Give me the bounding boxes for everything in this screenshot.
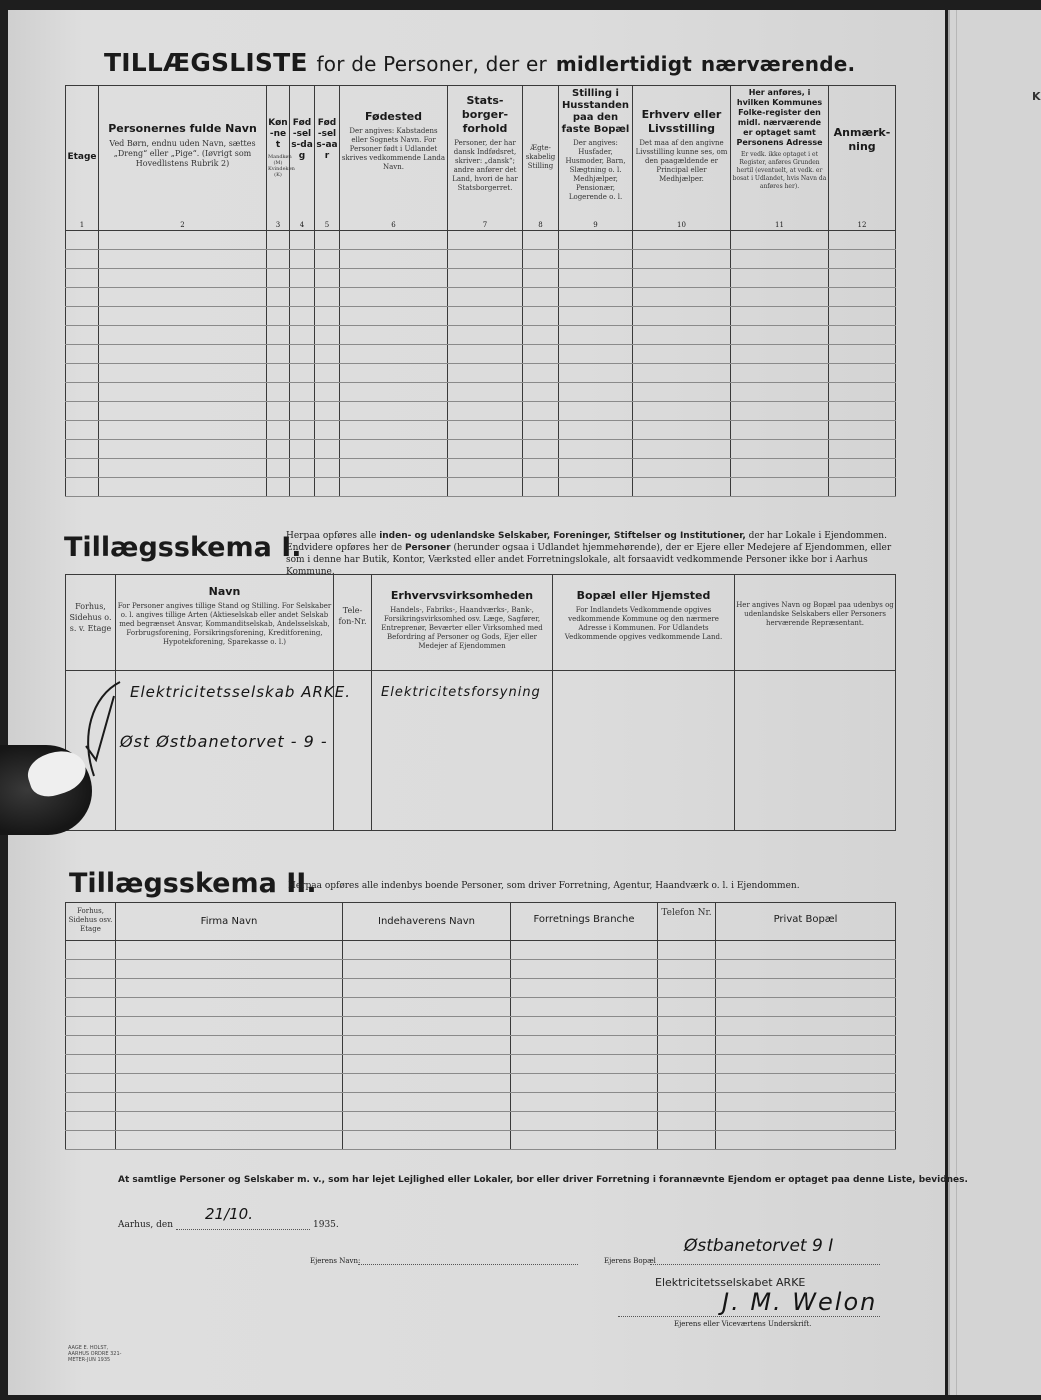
col-citizenship: Stats-borger-forhold Personer, der har dansk Indfødsret, skriver: „dansk“; andre anfører det Land, hvori de har Statsborgerret. 7 xyxy=(448,86,523,231)
col-birthplace: Fødested Der angives: Kabstadens eller Sognets Navn. For Personer født i Udlandet skrives vedkommende Landa Navn. 6 xyxy=(340,86,448,231)
table-row xyxy=(66,421,896,440)
s1-col-business: Erhvervsvirksomheden Handels-, Fabriks-, Haandværks-, Bank-, Forsikringsvirksomhed osv. Læge, Sagfører, Entreprenør, Beværter eller Virksomhed med Befordring af Personer og Gods, Ejer eller Medejer af Ejendommen xyxy=(372,575,553,671)
table-row xyxy=(66,269,896,288)
col-registry: Her anføres, i hvilken Kommunes Folke-register den midl. nærværende er optaget samt Personens Adresse Er vedk. ikke optaget i et Register, anføres Grunden hertil (eventuelt, at vedk. er bosat i Udlandet, hvis Navn da anføres her). 11 xyxy=(731,86,829,231)
table-row xyxy=(66,440,896,459)
table-row xyxy=(66,345,896,364)
owner-name-line xyxy=(358,1264,578,1265)
owner-address-line xyxy=(650,1264,880,1265)
col-etage: Etage 1 xyxy=(66,86,99,231)
table-row xyxy=(66,979,896,998)
table-row xyxy=(66,1093,896,1112)
title-end: nærværende. xyxy=(700,52,856,76)
table-row xyxy=(66,941,896,960)
col-name: Personernes fulde Navn Ved Børn, endnu uden Navn, sættes „Dreng“ eller „Pige“. (Iøvrigt som Hovedlistens Rubrik 2) 2 xyxy=(99,86,267,231)
s1-col-floor: Forhus, Sidehus o. s. v. Etage xyxy=(66,575,116,671)
skema1-description: Herpaa opføres alle inden- og udenlandske Selskaber, Foreninger, Stiftelser og Institutioner, der har Lokale i Ejendommen. Endvidere opføres her de Personer (herunder ogsaa i Udlandet hjemmehørende), der er Ejere eller Medejere af Ejendommen, eller som i denne har Butik, Kontor, Værksted eller andet Forretningslokale, alt forsaavidt vedkommende Personer ikke bor i Aarhus Kommune. xyxy=(286,531,892,577)
main-table-body xyxy=(66,231,896,497)
adjacent-page-letter: K xyxy=(1032,90,1041,103)
s2-col-owner: Indehaverens Navn xyxy=(343,903,511,941)
skema2-title: Tillægsskema II. xyxy=(69,868,317,899)
table-row xyxy=(66,1131,896,1150)
table-row xyxy=(66,1017,896,1036)
s1-col-residence: Bopæl eller Hjemsted For Indlandets Vedkommende opgives vedkommende Kommune og den nærmere Adresse i Kommunen. For Udlandets Vedkommende opgives vedkommende Land. xyxy=(553,575,735,671)
table-row xyxy=(66,231,896,250)
main-register-table xyxy=(65,85,896,497)
table-row xyxy=(66,960,896,979)
table-row xyxy=(66,364,896,383)
entry-name-line1: Elektricitetsselskab ARKE. xyxy=(130,683,351,701)
s2-col-private: Privat Bopæl xyxy=(716,903,896,941)
entry-name-line2: Øst Østbanetorvet - 9 - xyxy=(120,732,328,751)
skema1-table xyxy=(65,574,896,831)
signature-handwritten: J. M. Welon xyxy=(722,1288,878,1316)
skema1-title: Tillægsskema I. xyxy=(64,532,302,563)
table-row xyxy=(66,1036,896,1055)
owner-name-label: Ejerens Navn: xyxy=(310,1257,361,1265)
printer-note: AAGE E. HOLST, AARHUS ORDRE 321-METER-JUN 1935 xyxy=(68,1345,122,1363)
col-household: Stilling i Husstanden paa den faste Bopæl Der angives: Husfader, Husmoder, Barn, Slægtning o. l. Medhjælper, Pensionær, Logerende o. l. 9 xyxy=(559,86,633,231)
table-row xyxy=(66,383,896,402)
entry-business: Elektricitetsforsyning xyxy=(381,685,541,700)
col-remarks: Anmærk-ning 12 xyxy=(829,86,896,231)
col-birthyear: Fød-sels-aar 5 xyxy=(315,86,340,231)
title-bold: TILLÆGSLISTE xyxy=(104,48,308,77)
table-row xyxy=(66,288,896,307)
s1-col-phone: Tele-fon-Nr. xyxy=(334,575,372,671)
title-mid: for de Personer, der er xyxy=(316,52,547,76)
form-title xyxy=(104,48,855,77)
date-line xyxy=(176,1229,310,1230)
title-bold2: midlertidigt xyxy=(555,52,692,76)
table-row xyxy=(66,459,896,478)
date-handwritten: 21/10. xyxy=(205,1205,253,1223)
table-row xyxy=(66,1055,896,1074)
page-fold xyxy=(956,10,957,1395)
owner-address-label: Ejerens Bopæl xyxy=(604,1257,656,1265)
s2-col-floor: Forhus, Sidehus osv. Etage xyxy=(66,903,116,941)
col-birthday: Fød-sels-dag 4 xyxy=(290,86,315,231)
table-row xyxy=(66,307,896,326)
s2-col-phone: Telefon Nr. xyxy=(658,903,716,941)
company-stamp: Elektricitetsselskabet ARKE xyxy=(655,1276,806,1289)
city-date-label: Aarhus, den xyxy=(118,1220,173,1230)
skema2-table xyxy=(65,902,896,1150)
signer-label: Ejerens eller Viceværtens Underskrift. xyxy=(674,1320,812,1328)
s2-col-branch: Forretnings Branche xyxy=(511,903,658,941)
skema2-body xyxy=(66,941,896,1150)
col-gender: Køn-net Mandkøn (M) Kvindekøn (K) 3 xyxy=(267,86,290,231)
table-row xyxy=(66,1112,896,1131)
year: 1935. xyxy=(313,1220,339,1230)
table-row xyxy=(66,402,896,421)
s1-col-representative: Her angives Navn og Bopæl paa udenbys og udenlandske Selskabers eller Personers herværende Repræsentant. xyxy=(735,575,896,671)
s2-col-firm: Firma Navn xyxy=(116,903,343,941)
s1-col-name: Navn For Personer angives tillige Stand og Stilling. For Selskaber o. l. angives tillige Arten (Aktieselskab eller andet Selskab med begrænset Ansvar, Kommanditselskab, Andelsselskab, Forbrugsforening, Forsikringsforening, Kreditforening, Hypotekforening, Sparekasse o. l.) xyxy=(116,575,334,671)
signature-line xyxy=(618,1316,880,1317)
adjacent-page xyxy=(948,10,1041,1395)
table-row xyxy=(66,326,896,345)
table-row xyxy=(66,478,896,497)
col-occupation: Erhverv eller Livsstilling Det maa af den angivne Livsstilling kunne ses, om den paagældende er Principal eller Medhjælper. 10 xyxy=(633,86,731,231)
table-row xyxy=(66,998,896,1017)
certification-statement: At samtlige Personer og Selskaber m. v., som har lejet Lejlighed eller Lokaler, bor eller driver Forretning i forannævnte Ejendom er optaget paa denne Liste, bevidnes. xyxy=(118,1175,968,1185)
skema2-description: Herpaa opføres alle indenbys boende Personer, som driver Forretning, Agentur, Haandværk o. l. i Ejendommen. xyxy=(288,881,800,891)
owner-address-handwritten: Østbanetorvet 9 I xyxy=(684,1236,834,1256)
table-row xyxy=(66,1074,896,1093)
table-row xyxy=(66,250,896,269)
col-marital: Ægte-skabelig Stilling 8 xyxy=(523,86,559,231)
